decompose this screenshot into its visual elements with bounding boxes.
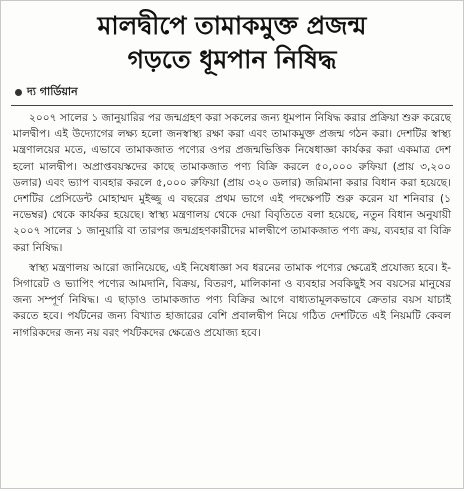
paragraph-2: স্বাস্থ্য মন্ত্রণালয় আরো জানিয়েছে, এই নিষেধাজ্ঞা সব ধরনের তামাক পণ্যের ক্ষেত্রেই প্রযোজ্য হবে। ই-সিগারেট ও ভ্যাপিং পণ্যের আমদানি, বিক্রয়, বিতরণ, মালিকানা ও ব্যবহার সবকিছুই সব বয়সের মানুষের জন্য সম্পূর্ণ নিষিদ্ধ। এ ছাড়াও তামাকজাত পণ্য বিক্রির আগে বাধ্যতামূলকভাবে ক্রেতার বয়স যাচাই করতে হবে। পর্যটনের জন্য বিখ্যাত হাজারের বেশি প্রবালদ্বীপ নিয়ে গঠিত দেশটিতে এই নিয়মটি কেবল নাগরিকদের জন্য নয় বরং পর্যটকদের ক্ষেত্রেও প্রযোজ্য হবে। bbox=[13, 261, 451, 339]
source-name: দ্য গার্ডিয়ান bbox=[27, 85, 78, 98]
headline-line-2: গড়তে ধূমপান নিষিদ্ধ bbox=[127, 45, 337, 74]
headline-line-1: মালদ্বীপে তামাকমুক্ত প্রজন্ম bbox=[97, 11, 367, 40]
divider bbox=[11, 105, 453, 106]
bullet-icon bbox=[15, 89, 22, 96]
headline bbox=[11, 9, 453, 77]
paragraph-1: ২০০৭ সালের ১ জানুয়ারির পর জন্মগ্রহণ করা সকলের জন্য ধূমপান নিষিদ্ধ করার প্রক্রিয়া শুরু করেছে মালদ্বীপ। এই উদ্যোগের লক্ষ্য হলো জনস্বাস্থ্য রক্ষা করা এবং তামাকমুক্ত প্রজন্ম গঠন করা। দেশটির স্বাস্থ্য মন্ত্রণালয়ের মতে, এভাবে তামাকজাত পণ্যের ওপর প্রজন্মভিত্তিক নিষেধাজ্ঞা কার্যকর করা একমাত্র দেশ হলো মালদ্বীপ। অপ্রাপ্তবয়স্কদের কাছে তামাকজাত পণ্য বিক্রি করলে ৫০,০০০ রুফিয়া (প্রায় ৩,২০০ ডলার) এবং ভ্যাপ ব্যবহার করলে ৫,০০০ রুফিয়া (প্রায় ৩২০ ডলার) জরিমানা করার বিধান করা হয়েছে। দেশটির প্রেসিডেন্ট মোহাম্মদ মুইজ্জু এ বছরের প্রথম ভাগে এই পদক্ষেপটি শুরু করেন যা শনিবার (১ নভেম্বর) থেকে কার্যকর হয়েছে। স্বাস্থ্য মন্ত্রণালয় থেকে দেয়া বিবৃতিতে বলা হয়েছে, নতুন বিধান অনুযায়ী ২০০৭ সালের ১ জানুয়ারি বা তারপর জন্মগ্রহণকারীদের মালদ্বীপে তামাকজাত পণ্য ক্রয়, ব্যবহার বা বিক্রি করা নিষিদ্ধ। bbox=[13, 112, 451, 254]
source-credit bbox=[15, 83, 449, 102]
article-body bbox=[13, 110, 451, 341]
